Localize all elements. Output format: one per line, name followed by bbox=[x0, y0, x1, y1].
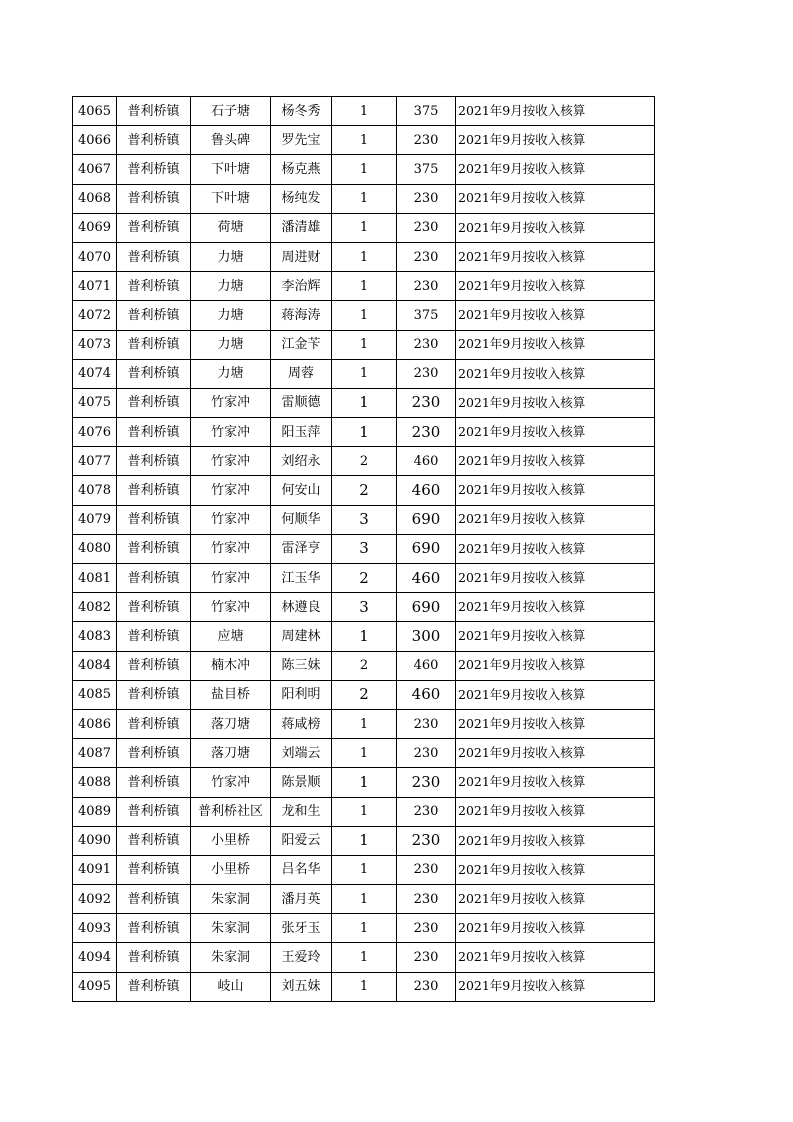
village-cell: 竹家冲 bbox=[191, 505, 271, 534]
data-table bbox=[72, 96, 655, 1002]
name-cell: 阳爱云 bbox=[271, 826, 332, 855]
village-cell: 力塘 bbox=[191, 330, 271, 359]
amount-cell: 690 bbox=[397, 505, 456, 534]
note-cell: 2021年9月按收入核算 bbox=[456, 943, 655, 972]
village-cell: 竹家冲 bbox=[191, 564, 271, 593]
name-cell: 雷泽亨 bbox=[271, 534, 332, 563]
name-cell: 陈景顺 bbox=[271, 768, 332, 797]
household-count-cell: 3 bbox=[332, 534, 397, 563]
serial-number-cell: 4075 bbox=[73, 388, 117, 417]
table-row bbox=[73, 213, 655, 242]
name-cell: 周蓉 bbox=[271, 359, 332, 388]
village-cell: 应塘 bbox=[191, 622, 271, 651]
town-cell: 普利桥镇 bbox=[117, 914, 191, 943]
table-row bbox=[73, 418, 655, 447]
town-cell: 普利桥镇 bbox=[117, 242, 191, 271]
name-cell: 蒋海涛 bbox=[271, 301, 332, 330]
household-count-cell: 1 bbox=[332, 972, 397, 1001]
name-cell: 吕名华 bbox=[271, 855, 332, 884]
amount-cell: 230 bbox=[397, 330, 456, 359]
name-cell: 王爱玲 bbox=[271, 943, 332, 972]
town-cell: 普利桥镇 bbox=[117, 388, 191, 417]
note-cell: 2021年9月按收入核算 bbox=[456, 739, 655, 768]
table-row bbox=[73, 359, 655, 388]
amount-cell: 230 bbox=[397, 418, 456, 447]
household-count-cell: 1 bbox=[332, 184, 397, 213]
name-cell: 潘清雄 bbox=[271, 213, 332, 242]
household-count-cell: 1 bbox=[332, 213, 397, 242]
note-cell: 2021年9月按收入核算 bbox=[456, 97, 655, 126]
village-cell: 力塘 bbox=[191, 301, 271, 330]
town-cell: 普利桥镇 bbox=[117, 651, 191, 680]
note-cell: 2021年9月按收入核算 bbox=[456, 914, 655, 943]
note-cell: 2021年9月按收入核算 bbox=[456, 593, 655, 622]
household-count-cell: 1 bbox=[332, 155, 397, 184]
note-cell: 2021年9月按收入核算 bbox=[456, 855, 655, 884]
amount-cell: 375 bbox=[397, 301, 456, 330]
name-cell: 阳玉萍 bbox=[271, 418, 332, 447]
village-cell: 鲁头碑 bbox=[191, 126, 271, 155]
town-cell: 普利桥镇 bbox=[117, 155, 191, 184]
name-cell: 周进财 bbox=[271, 242, 332, 271]
table-row bbox=[73, 826, 655, 855]
note-cell: 2021年9月按收入核算 bbox=[456, 564, 655, 593]
serial-number-cell: 4069 bbox=[73, 213, 117, 242]
note-cell: 2021年9月按收入核算 bbox=[456, 680, 655, 709]
household-count-cell: 3 bbox=[332, 505, 397, 534]
amount-cell: 230 bbox=[397, 855, 456, 884]
town-cell: 普利桥镇 bbox=[117, 768, 191, 797]
name-cell: 刘绍永 bbox=[271, 447, 332, 476]
table-row bbox=[73, 593, 655, 622]
town-cell: 普利桥镇 bbox=[117, 330, 191, 359]
serial-number-cell: 4088 bbox=[73, 768, 117, 797]
town-cell: 普利桥镇 bbox=[117, 797, 191, 826]
serial-number-cell: 4080 bbox=[73, 534, 117, 563]
town-cell: 普利桥镇 bbox=[117, 855, 191, 884]
village-cell: 楠木冲 bbox=[191, 651, 271, 680]
table-row bbox=[73, 564, 655, 593]
table-row bbox=[73, 680, 655, 709]
town-cell: 普利桥镇 bbox=[117, 447, 191, 476]
town-cell: 普利桥镇 bbox=[117, 972, 191, 1001]
village-cell: 岐山 bbox=[191, 972, 271, 1001]
name-cell: 刘五妹 bbox=[271, 972, 332, 1001]
amount-cell: 230 bbox=[397, 359, 456, 388]
village-cell: 荷塘 bbox=[191, 213, 271, 242]
household-count-cell: 2 bbox=[332, 564, 397, 593]
serial-number-cell: 4087 bbox=[73, 739, 117, 768]
amount-cell: 230 bbox=[397, 972, 456, 1001]
household-count-cell: 1 bbox=[332, 943, 397, 972]
table-row bbox=[73, 155, 655, 184]
household-count-cell: 1 bbox=[332, 709, 397, 738]
town-cell: 普利桥镇 bbox=[117, 418, 191, 447]
note-cell: 2021年9月按收入核算 bbox=[456, 359, 655, 388]
village-cell: 力塘 bbox=[191, 242, 271, 271]
table-row bbox=[73, 505, 655, 534]
town-cell: 普利桥镇 bbox=[117, 126, 191, 155]
household-count-cell: 1 bbox=[332, 272, 397, 301]
village-cell: 力塘 bbox=[191, 359, 271, 388]
table-row bbox=[73, 709, 655, 738]
serial-number-cell: 4094 bbox=[73, 943, 117, 972]
town-cell: 普利桥镇 bbox=[117, 213, 191, 242]
amount-cell: 230 bbox=[397, 826, 456, 855]
amount-cell: 690 bbox=[397, 534, 456, 563]
amount-cell: 230 bbox=[397, 213, 456, 242]
amount-cell: 230 bbox=[397, 739, 456, 768]
name-cell: 江玉华 bbox=[271, 564, 332, 593]
household-count-cell: 1 bbox=[332, 330, 397, 359]
household-count-cell: 1 bbox=[332, 97, 397, 126]
amount-cell: 460 bbox=[397, 447, 456, 476]
note-cell: 2021年9月按收入核算 bbox=[456, 476, 655, 505]
town-cell: 普利桥镇 bbox=[117, 680, 191, 709]
amount-cell: 300 bbox=[397, 622, 456, 651]
amount-cell: 460 bbox=[397, 680, 456, 709]
town-cell: 普利桥镇 bbox=[117, 476, 191, 505]
town-cell: 普利桥镇 bbox=[117, 622, 191, 651]
note-cell: 2021年9月按收入核算 bbox=[456, 797, 655, 826]
village-cell: 下叶塘 bbox=[191, 184, 271, 213]
table-row bbox=[73, 622, 655, 651]
note-cell: 2021年9月按收入核算 bbox=[456, 447, 655, 476]
town-cell: 普利桥镇 bbox=[117, 709, 191, 738]
town-cell: 普利桥镇 bbox=[117, 97, 191, 126]
note-cell: 2021年9月按收入核算 bbox=[456, 885, 655, 914]
table-row bbox=[73, 972, 655, 1001]
amount-cell: 230 bbox=[397, 272, 456, 301]
name-cell: 杨纯发 bbox=[271, 184, 332, 213]
amount-cell: 230 bbox=[397, 797, 456, 826]
serial-number-cell: 4078 bbox=[73, 476, 117, 505]
village-cell: 竹家冲 bbox=[191, 388, 271, 417]
name-cell: 蒋咸榜 bbox=[271, 709, 332, 738]
town-cell: 普利桥镇 bbox=[117, 593, 191, 622]
household-count-cell: 3 bbox=[332, 593, 397, 622]
table-row bbox=[73, 651, 655, 680]
village-cell: 落刀塘 bbox=[191, 739, 271, 768]
table-row bbox=[73, 184, 655, 213]
household-count-cell: 2 bbox=[332, 476, 397, 505]
household-count-cell: 1 bbox=[332, 739, 397, 768]
note-cell: 2021年9月按收入核算 bbox=[456, 651, 655, 680]
name-cell: 何安山 bbox=[271, 476, 332, 505]
name-cell: 龙和生 bbox=[271, 797, 332, 826]
serial-number-cell: 4067 bbox=[73, 155, 117, 184]
name-cell: 潘月英 bbox=[271, 885, 332, 914]
name-cell: 杨克燕 bbox=[271, 155, 332, 184]
table-row bbox=[73, 301, 655, 330]
table-row bbox=[73, 797, 655, 826]
note-cell: 2021年9月按收入核算 bbox=[456, 768, 655, 797]
table-row bbox=[73, 272, 655, 301]
name-cell: 江金苄 bbox=[271, 330, 332, 359]
village-cell: 竹家冲 bbox=[191, 593, 271, 622]
table-row bbox=[73, 534, 655, 563]
serial-number-cell: 4074 bbox=[73, 359, 117, 388]
serial-number-cell: 4082 bbox=[73, 593, 117, 622]
table-row bbox=[73, 242, 655, 271]
note-cell: 2021年9月按收入核算 bbox=[456, 709, 655, 738]
town-cell: 普利桥镇 bbox=[117, 184, 191, 213]
household-count-cell: 2 bbox=[332, 680, 397, 709]
serial-number-cell: 4072 bbox=[73, 301, 117, 330]
note-cell: 2021年9月按收入核算 bbox=[456, 301, 655, 330]
household-count-cell: 1 bbox=[332, 359, 397, 388]
village-cell: 朱家洞 bbox=[191, 914, 271, 943]
note-cell: 2021年9月按收入核算 bbox=[456, 534, 655, 563]
note-cell: 2021年9月按收入核算 bbox=[456, 272, 655, 301]
household-count-cell: 1 bbox=[332, 126, 397, 155]
name-cell: 刘端云 bbox=[271, 739, 332, 768]
amount-cell: 230 bbox=[397, 914, 456, 943]
amount-cell: 460 bbox=[397, 651, 456, 680]
town-cell: 普利桥镇 bbox=[117, 301, 191, 330]
serial-number-cell: 4091 bbox=[73, 855, 117, 884]
table-row bbox=[73, 97, 655, 126]
table-row bbox=[73, 885, 655, 914]
serial-number-cell: 4066 bbox=[73, 126, 117, 155]
amount-cell: 230 bbox=[397, 943, 456, 972]
household-count-cell: 1 bbox=[332, 301, 397, 330]
table-row bbox=[73, 914, 655, 943]
serial-number-cell: 4083 bbox=[73, 622, 117, 651]
village-cell: 竹家冲 bbox=[191, 768, 271, 797]
town-cell: 普利桥镇 bbox=[117, 826, 191, 855]
amount-cell: 230 bbox=[397, 388, 456, 417]
serial-number-cell: 4068 bbox=[73, 184, 117, 213]
table-row bbox=[73, 739, 655, 768]
note-cell: 2021年9月按收入核算 bbox=[456, 184, 655, 213]
serial-number-cell: 4079 bbox=[73, 505, 117, 534]
name-cell: 阳利明 bbox=[271, 680, 332, 709]
household-count-cell: 2 bbox=[332, 651, 397, 680]
town-cell: 普利桥镇 bbox=[117, 885, 191, 914]
table-row bbox=[73, 943, 655, 972]
household-count-cell: 1 bbox=[332, 885, 397, 914]
amount-cell: 230 bbox=[397, 242, 456, 271]
serial-number-cell: 4073 bbox=[73, 330, 117, 359]
amount-cell: 230 bbox=[397, 768, 456, 797]
note-cell: 2021年9月按收入核算 bbox=[456, 330, 655, 359]
village-cell: 小里桥 bbox=[191, 826, 271, 855]
amount-cell: 460 bbox=[397, 476, 456, 505]
amount-cell: 375 bbox=[397, 155, 456, 184]
name-cell: 何顺华 bbox=[271, 505, 332, 534]
serial-number-cell: 4092 bbox=[73, 885, 117, 914]
serial-number-cell: 4090 bbox=[73, 826, 117, 855]
table-row bbox=[73, 330, 655, 359]
note-cell: 2021年9月按收入核算 bbox=[456, 242, 655, 271]
name-cell: 张牙玉 bbox=[271, 914, 332, 943]
serial-number-cell: 4076 bbox=[73, 418, 117, 447]
note-cell: 2021年9月按收入核算 bbox=[456, 505, 655, 534]
amount-cell: 460 bbox=[397, 564, 456, 593]
serial-number-cell: 4070 bbox=[73, 242, 117, 271]
household-count-cell: 1 bbox=[332, 418, 397, 447]
note-cell: 2021年9月按收入核算 bbox=[456, 126, 655, 155]
table-row bbox=[73, 388, 655, 417]
town-cell: 普利桥镇 bbox=[117, 272, 191, 301]
table-row bbox=[73, 476, 655, 505]
name-cell: 罗先宝 bbox=[271, 126, 332, 155]
table-body bbox=[73, 97, 655, 1002]
table-row bbox=[73, 768, 655, 797]
household-count-cell: 1 bbox=[332, 242, 397, 271]
household-count-cell: 1 bbox=[332, 826, 397, 855]
village-cell: 石子塘 bbox=[191, 97, 271, 126]
village-cell: 下叶塘 bbox=[191, 155, 271, 184]
serial-number-cell: 4071 bbox=[73, 272, 117, 301]
serial-number-cell: 4093 bbox=[73, 914, 117, 943]
town-cell: 普利桥镇 bbox=[117, 359, 191, 388]
name-cell: 林遵良 bbox=[271, 593, 332, 622]
household-count-cell: 1 bbox=[332, 855, 397, 884]
name-cell: 雷顺德 bbox=[271, 388, 332, 417]
serial-number-cell: 4095 bbox=[73, 972, 117, 1001]
town-cell: 普利桥镇 bbox=[117, 739, 191, 768]
serial-number-cell: 4077 bbox=[73, 447, 117, 476]
amount-cell: 230 bbox=[397, 184, 456, 213]
household-count-cell: 2 bbox=[332, 447, 397, 476]
note-cell: 2021年9月按收入核算 bbox=[456, 155, 655, 184]
note-cell: 2021年9月按收入核算 bbox=[456, 418, 655, 447]
serial-number-cell: 4084 bbox=[73, 651, 117, 680]
town-cell: 普利桥镇 bbox=[117, 943, 191, 972]
village-cell: 朱家洞 bbox=[191, 885, 271, 914]
name-cell: 杨冬秀 bbox=[271, 97, 332, 126]
village-cell: 盐目桥 bbox=[191, 680, 271, 709]
village-cell: 落刀塘 bbox=[191, 709, 271, 738]
table-row bbox=[73, 126, 655, 155]
serial-number-cell: 4081 bbox=[73, 564, 117, 593]
household-count-cell: 1 bbox=[332, 768, 397, 797]
village-cell: 力塘 bbox=[191, 272, 271, 301]
amount-cell: 230 bbox=[397, 709, 456, 738]
name-cell: 李治辉 bbox=[271, 272, 332, 301]
household-count-cell: 1 bbox=[332, 797, 397, 826]
table-row bbox=[73, 447, 655, 476]
serial-number-cell: 4089 bbox=[73, 797, 117, 826]
note-cell: 2021年9月按收入核算 bbox=[456, 213, 655, 242]
note-cell: 2021年9月按收入核算 bbox=[456, 826, 655, 855]
amount-cell: 375 bbox=[397, 97, 456, 126]
amount-cell: 230 bbox=[397, 885, 456, 914]
table-row bbox=[73, 855, 655, 884]
town-cell: 普利桥镇 bbox=[117, 564, 191, 593]
town-cell: 普利桥镇 bbox=[117, 534, 191, 563]
town-cell: 普利桥镇 bbox=[117, 505, 191, 534]
village-cell: 小里桥 bbox=[191, 855, 271, 884]
note-cell: 2021年9月按收入核算 bbox=[456, 622, 655, 651]
name-cell: 陈三妹 bbox=[271, 651, 332, 680]
note-cell: 2021年9月按收入核算 bbox=[456, 972, 655, 1001]
village-cell: 普利桥社区 bbox=[191, 797, 271, 826]
village-cell: 朱家洞 bbox=[191, 943, 271, 972]
serial-number-cell: 4085 bbox=[73, 680, 117, 709]
village-cell: 竹家冲 bbox=[191, 447, 271, 476]
household-count-cell: 1 bbox=[332, 388, 397, 417]
household-count-cell: 1 bbox=[332, 622, 397, 651]
amount-cell: 230 bbox=[397, 126, 456, 155]
serial-number-cell: 4086 bbox=[73, 709, 117, 738]
name-cell: 周建林 bbox=[271, 622, 332, 651]
note-cell: 2021年9月按收入核算 bbox=[456, 388, 655, 417]
serial-number-cell: 4065 bbox=[73, 97, 117, 126]
village-cell: 竹家冲 bbox=[191, 476, 271, 505]
household-count-cell: 1 bbox=[332, 914, 397, 943]
village-cell: 竹家冲 bbox=[191, 534, 271, 563]
village-cell: 竹家冲 bbox=[191, 418, 271, 447]
amount-cell: 690 bbox=[397, 593, 456, 622]
